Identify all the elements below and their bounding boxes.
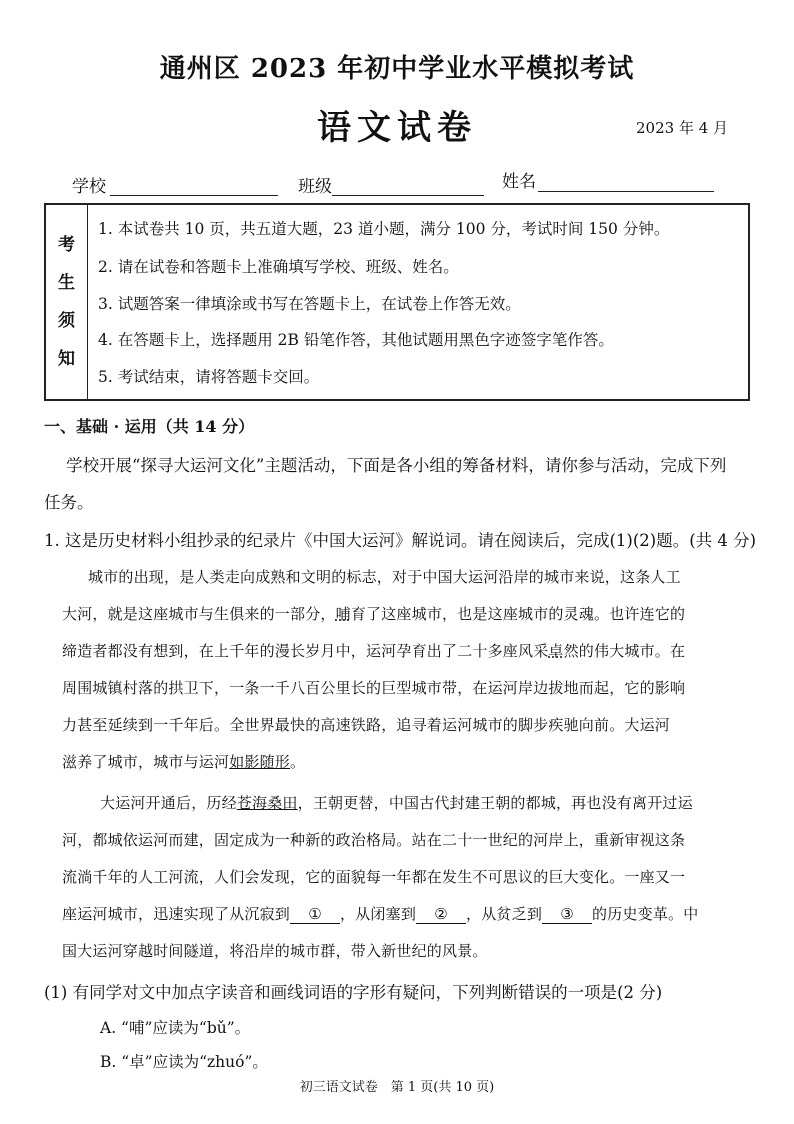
dotted-character: 哺 — [335, 605, 351, 623]
passage-line — [62, 751, 305, 772]
passage-text: 育了这座城市，也是这座城市的灵魂。也许连它的 — [350, 605, 686, 623]
passage-line: 力甚至延续到一千年后。全世界最快的高速铁路，追寻着运河城市的脚步疾驰向前。大运河 — [62, 716, 671, 734]
sub-question-1: (1) 有同学对文中加点字读音和画线词语的字形有疑问，下列判断错误的一项是(2 分) — [44, 983, 663, 1002]
notice-item: 3. 试题答案一律填涂或书写在答题卡上，在试卷上作答无效。 — [98, 295, 521, 313]
passage-text: 然的伟大城市。在 — [563, 642, 686, 660]
page-footer: 初三语文试卷 第 1 页(共 10 页) — [299, 1080, 495, 1095]
fill-blank-2[interactable]: ② — [416, 905, 466, 924]
passage-line: 流淌千年的人工河流，人们会发现，它的面貌每一年都在发生不可思议的巨大变化。一座又一 — [62, 868, 686, 886]
notice-label-char: 考 — [58, 235, 75, 255]
class-field[interactable] — [332, 195, 484, 196]
notice-item: 4. 在答题卡上，选择题用 2B 铅笔作答，其他试题用黑色字迹签字笔作答。 — [98, 331, 614, 349]
passage-text: 滋养了城市，城市与运河 — [62, 753, 230, 771]
notice-item: 1. 本试卷共 10 页，共五道大题，23 道小题，满分 100 分，考试时间 150 分钟。 — [98, 220, 670, 238]
fill-blank-1[interactable]: ① — [290, 905, 340, 924]
passage-line — [62, 603, 685, 624]
underlined-phrase: 如影随形 — [229, 753, 291, 771]
name-field[interactable] — [538, 191, 714, 192]
passage-line — [100, 792, 693, 813]
passage-line: 周围城镇村落的拱卫下，一条一千八百公里长的巨型城市带，在运河岸边拔地而起，它的影响 — [62, 679, 686, 697]
school-field[interactable] — [110, 195, 278, 196]
dotted-character: 卓 — [548, 642, 564, 660]
passage-text: ，王朝更替，中国古代封建王朝的都城，再也没有离开过运 — [297, 794, 693, 812]
section-heading: 一、基础 · 运用（共 14 分） — [44, 417, 255, 436]
option-a[interactable]: A. “哺”应读为“bǔ”。 — [100, 1019, 251, 1037]
passage-text: 的历史变革。中 — [592, 905, 699, 923]
passage-text: 。 — [290, 753, 306, 771]
passage-line — [62, 640, 685, 661]
passage-text: 座运河城市，迅速实现了从沉寂到 — [62, 905, 291, 923]
name-label: 姓名 — [502, 172, 536, 192]
passage-line: 国大运河穿越时间隧道，将沿岸的城市群，带入新世纪的风景。 — [62, 942, 488, 960]
fill-blank-3[interactable]: ③ — [542, 905, 592, 924]
question-1: 1. 这是历史材料小组抄录的纪录片《中国大运河》解说词。请在阅读后，完成(1)(2)题。(共 4 分) — [44, 531, 757, 550]
passage-text: 大运河开通后，历经 — [100, 794, 237, 812]
passage-text: 大河，就是这座城市与生俱来的一部分， — [62, 605, 336, 623]
paper-subtitle: 语文试卷 — [317, 108, 477, 148]
underlined-phrase: 苍海桑田 — [236, 794, 298, 812]
exam-notice-box — [44, 203, 750, 401]
notice-item: 2. 请在试卷和答题卡上准确填写学校、班级、姓名。 — [98, 258, 459, 276]
notice-label-char: 须 — [58, 311, 75, 331]
notice-label-char: 生 — [58, 273, 75, 293]
notice-label — [46, 205, 88, 399]
option-b[interactable]: B. “卓”应读为“zhuó”。 — [100, 1053, 268, 1071]
school-label: 学校 — [72, 177, 106, 197]
passage-text: 缔造者都没有想到，在上千年的漫长岁月中，运河孕育出了二十多座风采 — [62, 642, 549, 660]
passage-line: 城市的出现，是人类走向成熟和文明的标志，对于中国大运河沿岸的城市来说，这条人工 — [88, 568, 681, 586]
passage-text: ，从闭塞到 — [340, 905, 417, 923]
passage-line: 河，都城依运河而建，固定成为一种新的政治格局。站在二十一世纪的河岸上，重新审视这条 — [62, 831, 686, 849]
notice-label-char: 知 — [58, 349, 75, 369]
exam-date: 2023 年 4 月 — [636, 119, 729, 137]
class-label: 班级 — [298, 177, 332, 197]
passage-line — [62, 903, 698, 924]
exam-title: 通州区 2023 年初中学业水平模拟考试 — [159, 54, 635, 84]
notice-item: 5. 考试结束，请将答题卡交回。 — [98, 368, 320, 386]
intro-paragraph-cont: 任务。 — [44, 493, 94, 512]
intro-paragraph: 学校开展“探寻大运河文化”主题活动，下面是各小组的筹备材料，请你参与活动，完成下列 — [66, 456, 727, 475]
passage-text: ，从贫乏到 — [466, 905, 543, 923]
